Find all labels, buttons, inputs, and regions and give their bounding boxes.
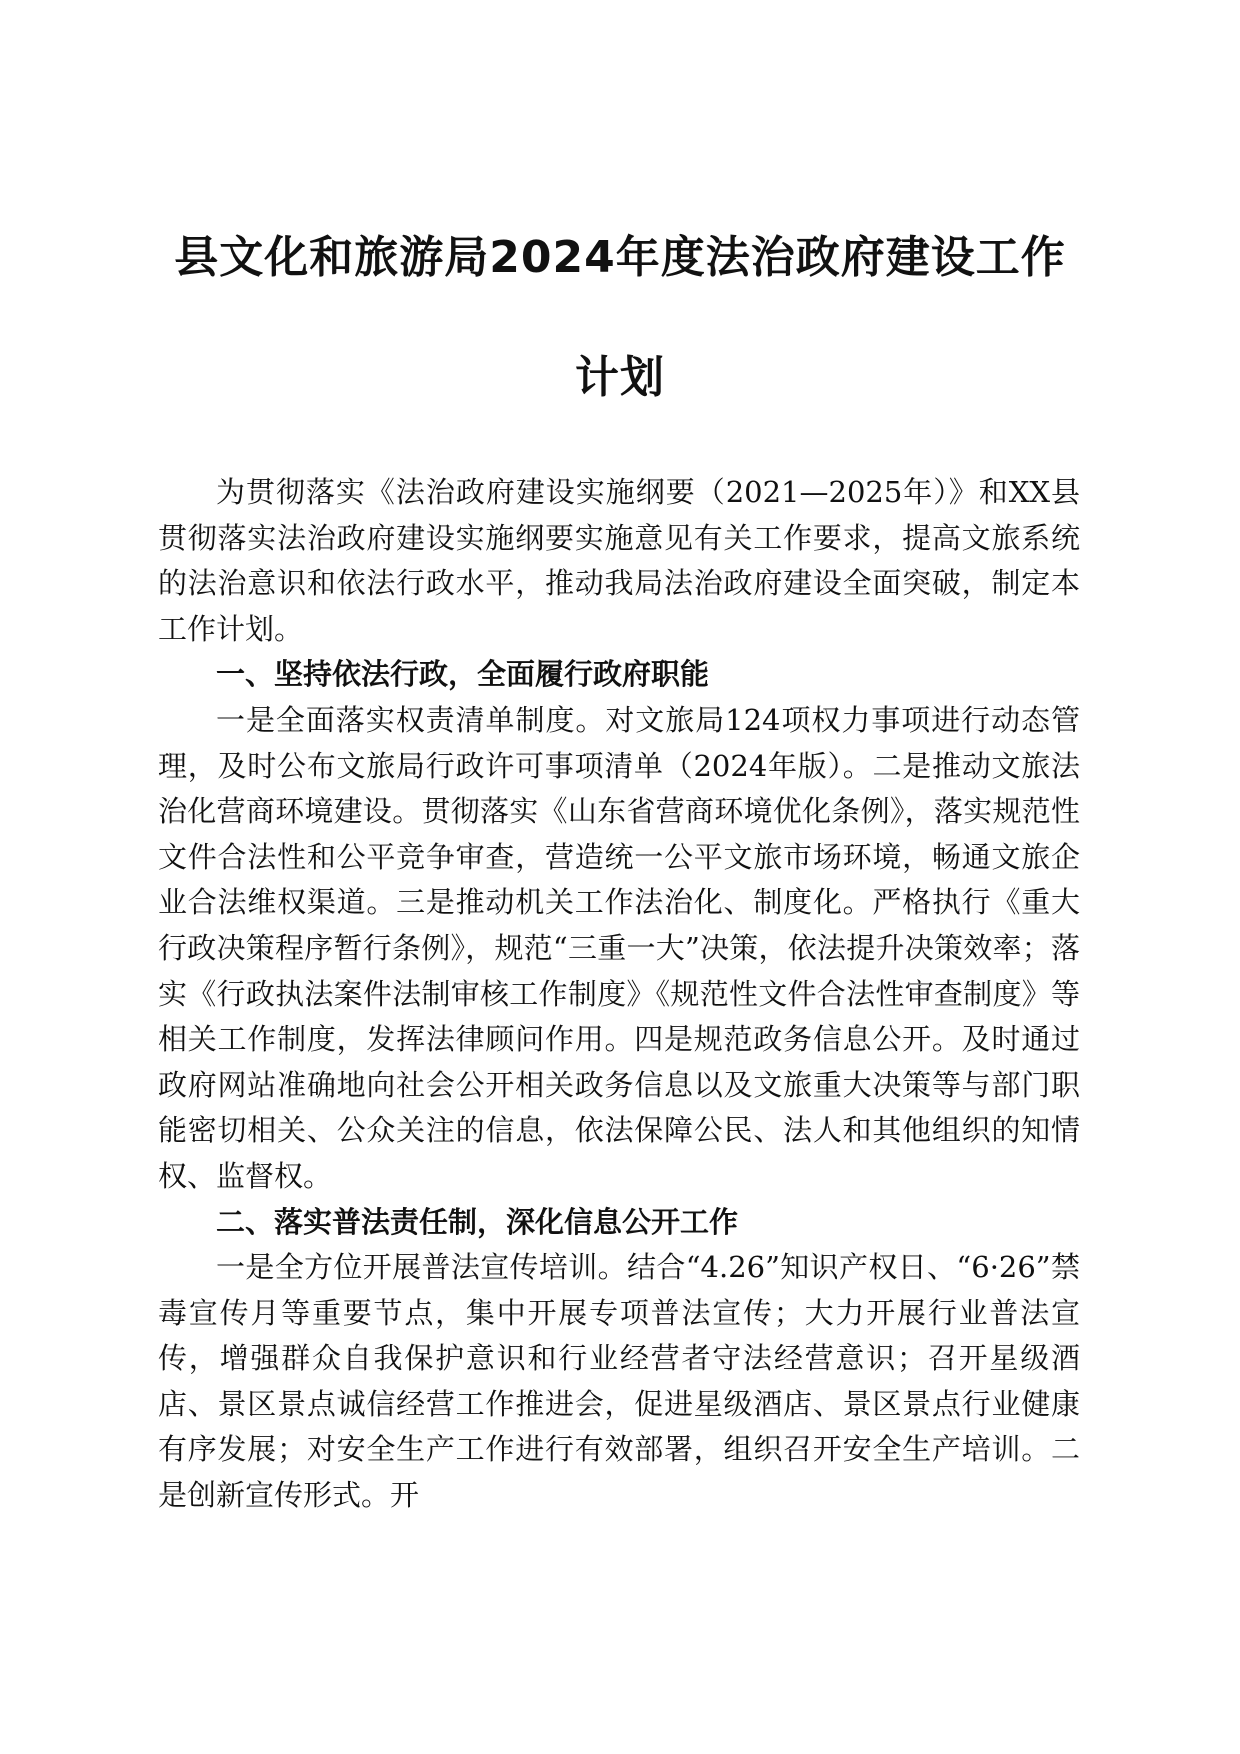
section-heading-2: 二、落实普法责任制，深化信息公开工作: [216, 1204, 739, 1239]
document-body: [158, 470, 1080, 1519]
section-paragraph-2: 一是全方位开展普法宣传培训。结合“4.26”知识产权日、“6·26”禁毒宣传月等重要节点，集中开展专项普法宣传；大力开展行业普法宣传，增强群众自我保护意识和行业经营者守法经营意识；召开星级酒店、景区景点诚信经营工作推进会，促进星级酒店、景区景点行业健康有序发展；对安全生产工作进行有效部署，组织召开安全生产培训。二是创新宣传形式。开: [158, 1250, 1080, 1513]
section-heading-1: 一、坚持依法行政，全面履行政府职能: [216, 657, 710, 692]
document-title-line-1: 县文化和旅游局2024年度法治政府建设工作: [174, 232, 1066, 283]
document-title-line-2: 计划: [575, 352, 665, 403]
section-paragraph-1: 一是全面落实权责清单制度。对文旅局124项权力事项进行动态管理，及时公布文旅局行政许可事项清单（2024年版）。二是推动文旅法治化营商环境建设。贯彻落实《山东省营商环境优化条例》，落实规范性文件合法性和公平竞争审查，营造统一公平文旅市场环境，畅通文旅企业合法维权渠道。三是推动机关工作法治化、制度化。严格执行《重大行政决策程序暂行条例》，规范“三重一大”决策，依法提升决策效率；落实《行政执法案件法制审核工作制度》《规范性文件合法性审查制度》等相关工作制度，发挥法律顾问作用。四是规范政务信息公开。及时通过政府网站准确地向社会公开相关政务信息以及文旅重大决策等与部门职能密切相关、公众关注的信息，依法保障公民、法人和其他组织的知情权、监督权。: [158, 702, 1080, 1193]
intro-paragraph: 为贯彻落实《法治政府建设实施纲要（2021—2025年）》和XX县贯彻落实法治政府建设实施纲要实施意见有关工作要求，提高文旅系统的法治意识和依法行政水平，推动我局法治政府建设全面突破，制定本工作计划。: [158, 475, 1080, 646]
